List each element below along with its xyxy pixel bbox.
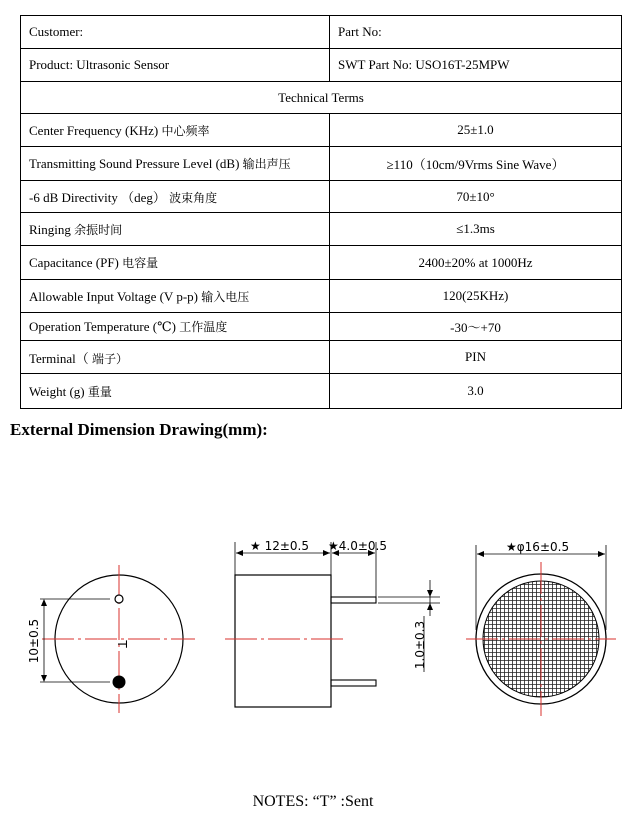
table-row <box>21 49 622 82</box>
table-row <box>21 213 622 246</box>
pin-diameter-dim: 1.0±0.3 <box>413 620 427 670</box>
term-value: ≥110（10cm/9Vrms Sine Wave） <box>330 147 622 181</box>
product-name: Product: Ultrasonic Sensor <box>21 49 330 82</box>
term-label-cn: 电容量 <box>122 256 159 270</box>
term-label-cn: 工作温度 <box>179 320 228 334</box>
table-row <box>21 246 622 280</box>
term-label-en: Transmitting Sound Pressure Level (dB) <box>29 156 240 171</box>
term-value: 25±1.0 <box>330 114 622 147</box>
term-label <box>21 280 330 313</box>
diameter-dim: ★φ16±0.5 <box>506 540 570 554</box>
term-label-cn: 余振时间 <box>74 222 123 237</box>
table-row <box>21 16 622 49</box>
term-label-en: Center Frequency (KHz) <box>29 122 159 138</box>
term-label-en: Capacitance (PF) <box>29 255 119 270</box>
term-label-en: -6 dB Directivity （deg） <box>29 190 166 205</box>
term-label <box>21 374 330 409</box>
term-label <box>21 313 330 341</box>
pin-length-dim: ★4.0±0.5 <box>328 539 387 553</box>
term-label-en: Allowable Input Voltage (V p-p) <box>29 288 198 304</box>
pin-upper <box>331 597 376 603</box>
term-label <box>21 114 330 147</box>
table-row <box>21 114 622 147</box>
top-view <box>466 540 616 716</box>
term-label <box>21 181 330 213</box>
side-view <box>225 539 440 707</box>
swt-part-no: SWT Part No: USO16T-25MPW <box>330 49 622 82</box>
mark-t: T <box>115 640 129 648</box>
term-value: ≤1.3ms <box>330 213 622 246</box>
part-no-label: Part No: <box>330 16 622 49</box>
pin-lower <box>331 680 376 686</box>
table-row <box>21 280 622 313</box>
term-label <box>21 213 330 246</box>
term-label-en: Terminal（ <box>29 350 89 366</box>
drawing-heading: External Dimension Drawing(mm): <box>10 420 268 439</box>
table-row <box>21 341 622 374</box>
pin-spacing-dim: 10±0.5 <box>27 618 41 664</box>
term-label-en: Weight (g) <box>29 383 85 399</box>
spec-table <box>20 15 622 409</box>
housing-side <box>235 575 331 707</box>
term-label-cn: 输出声压 <box>242 157 291 171</box>
terms-list <box>21 114 622 409</box>
pin-dot <box>113 676 126 689</box>
term-label-en: Operation Temperature (℃) <box>29 319 176 334</box>
pin-hole <box>115 595 123 603</box>
term-value: PIN <box>330 341 622 374</box>
table-row <box>21 147 622 181</box>
table-row <box>21 82 622 114</box>
table-row <box>21 313 622 341</box>
bottom-view <box>27 565 195 713</box>
table-row <box>21 374 622 409</box>
dimension-drawing <box>0 440 626 740</box>
term-label <box>21 246 330 280</box>
term-value: 120(25KHz) <box>330 280 622 313</box>
customer-label: Customer: <box>21 16 330 49</box>
term-value: 3.0 <box>330 374 622 409</box>
term-label-cn: 端子） <box>92 351 129 366</box>
height-dim: ★ 12±0.5 <box>250 539 309 553</box>
term-label <box>21 147 330 181</box>
term-label-cn: 重量 <box>87 384 112 399</box>
term-value: -30～+70 <box>330 313 622 341</box>
notes: NOTES: “T” :Sent <box>252 793 374 810</box>
term-label-cn: 波束角度 <box>169 191 218 205</box>
term-label <box>21 341 330 374</box>
term-label-cn: 输入电压 <box>201 289 250 304</box>
table-row <box>21 181 622 213</box>
section-title: Technical Terms <box>21 82 622 114</box>
term-value: 70±10° <box>330 181 622 213</box>
term-label-en: Ringing <box>29 221 71 237</box>
term-value: 2400±20% at 1000Hz <box>330 246 622 280</box>
term-label-cn: 中心频率 <box>161 123 210 138</box>
